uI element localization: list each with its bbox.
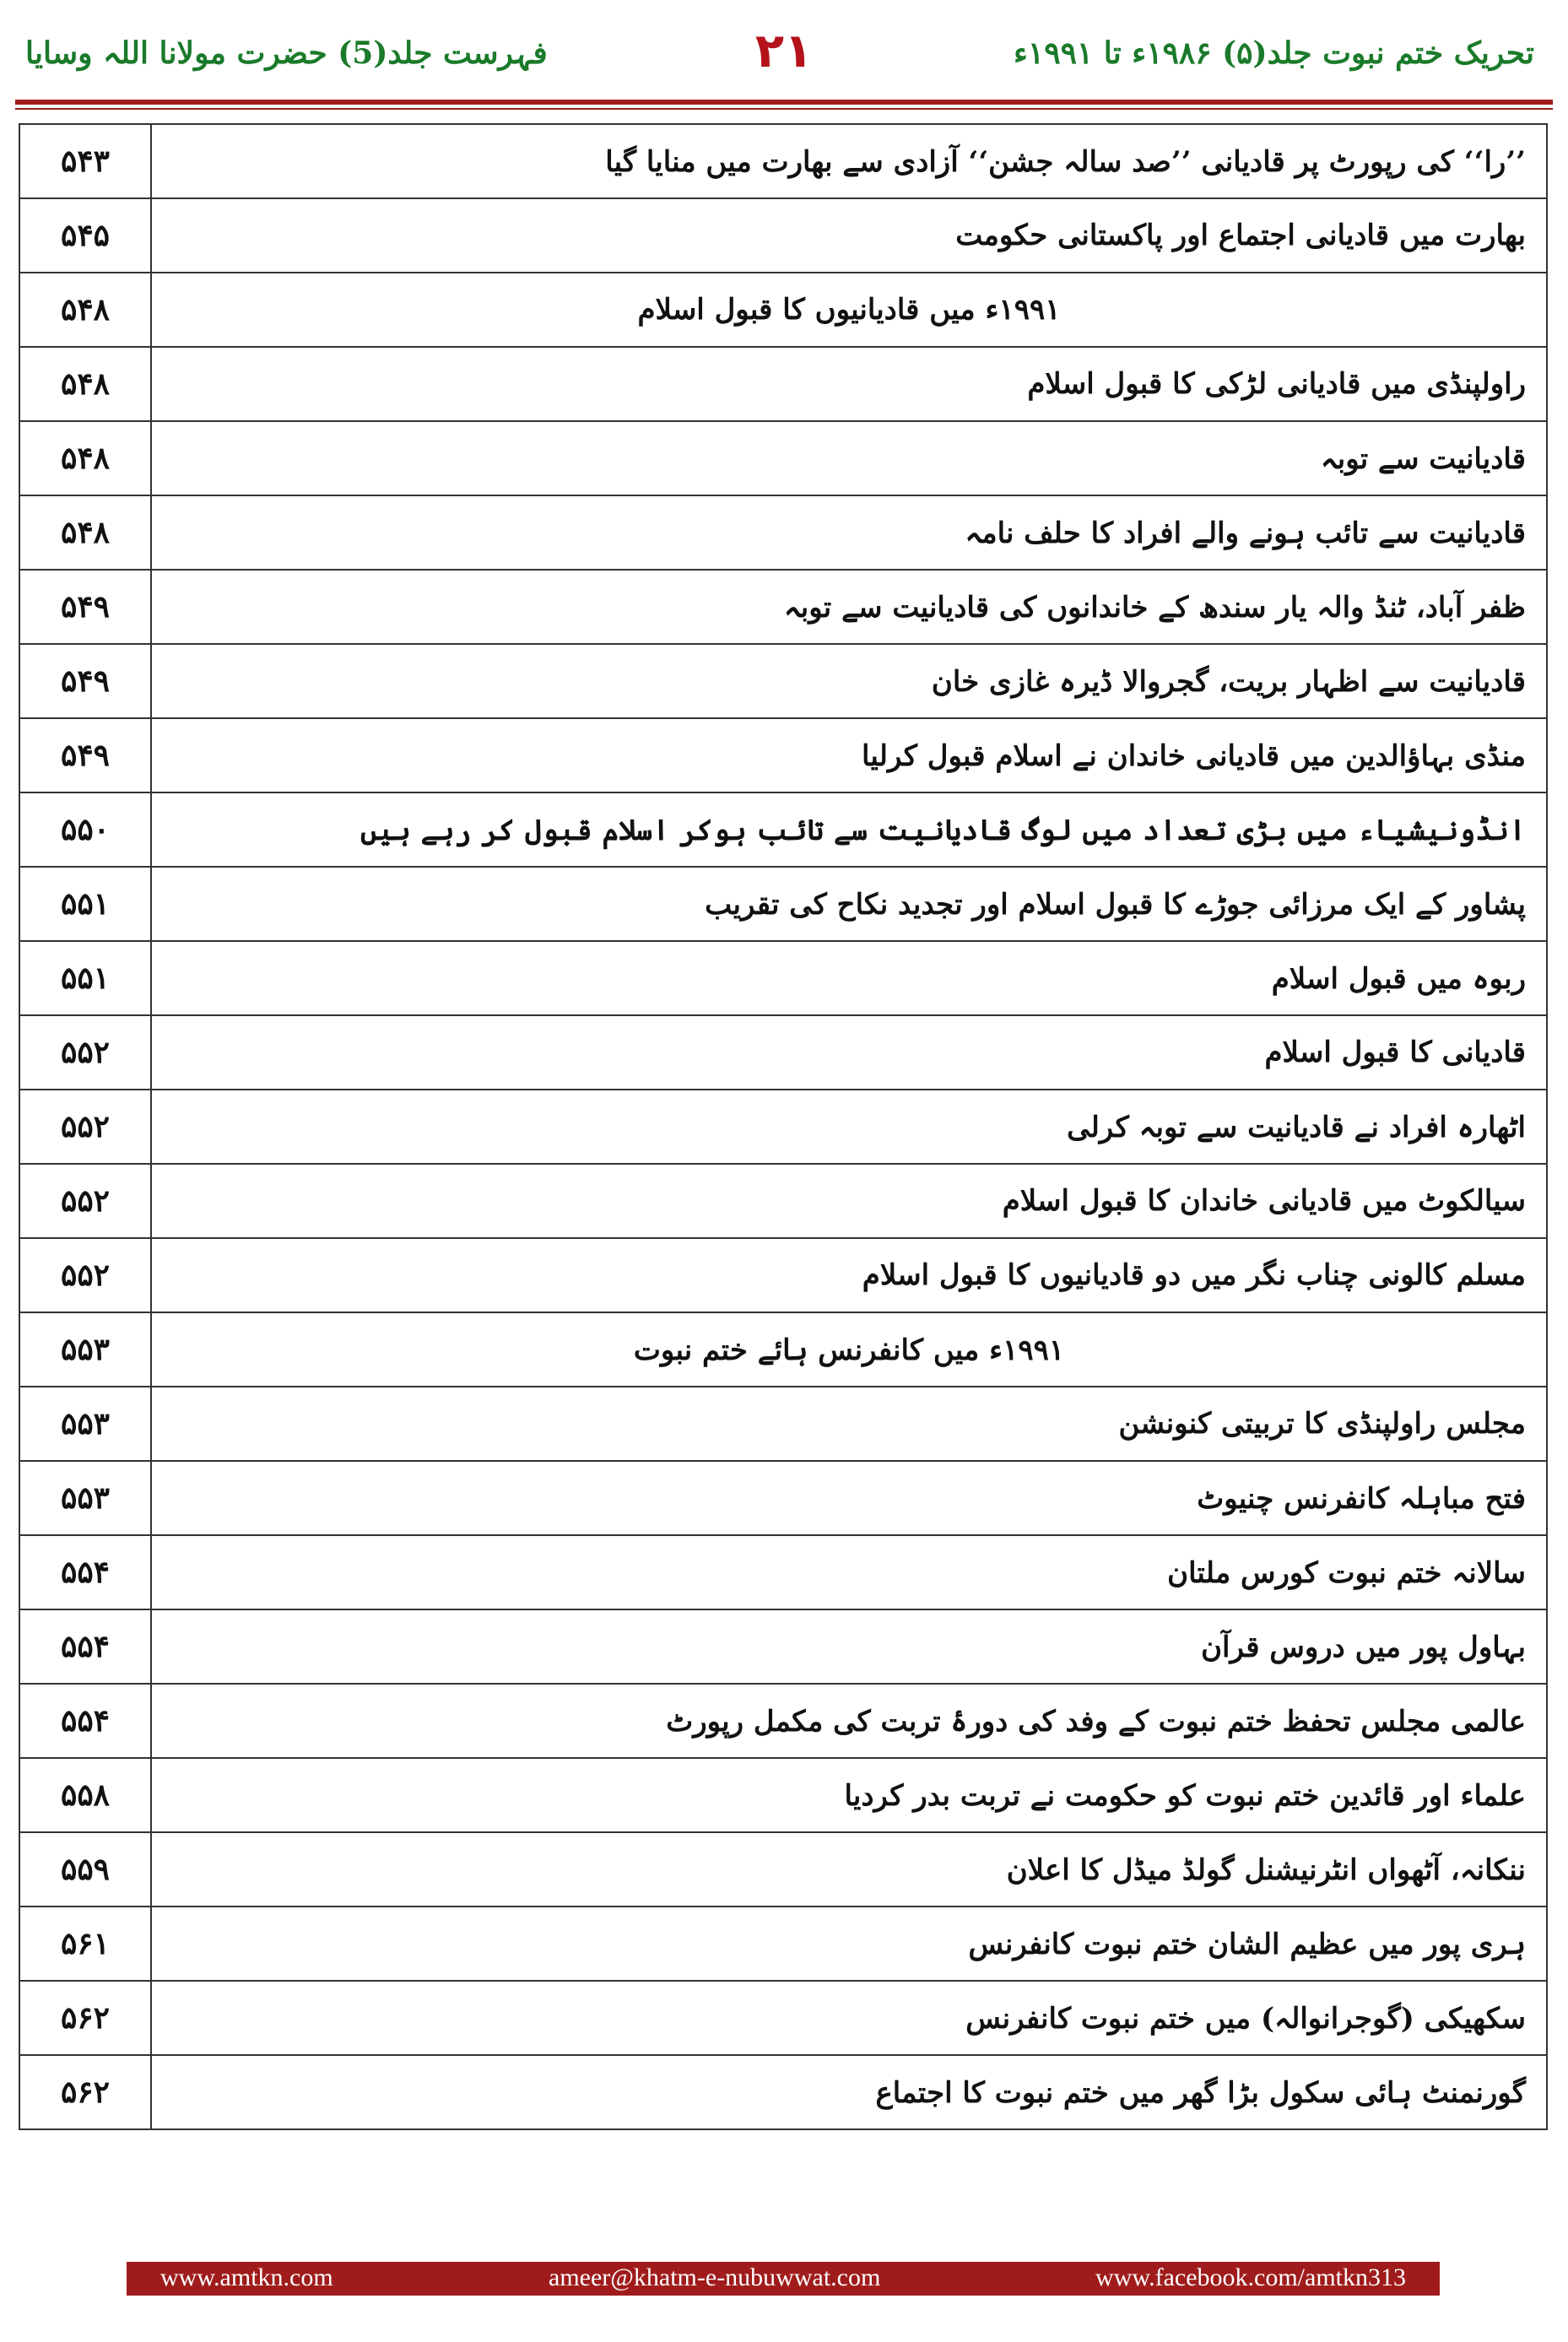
- toc-entry-title: گورنمنٹ ہائی سکول بڑا گھر میں ختم نبوت کا اجتماع: [151, 2055, 1547, 2129]
- toc-page-number: ۵۴۸: [19, 273, 151, 347]
- toc-entry-title: فتح مباہلہ کانفرنس چنیوٹ: [151, 1461, 1547, 1535]
- toc-row: [19, 1609, 1547, 1684]
- toc-page-number: ۵۴۸: [19, 347, 151, 421]
- toc-entry-title: ننکانہ، آٹھواں انٹرنیشنل گولڈ میڈل کا اعلان: [151, 1832, 1547, 1907]
- toc-row: [19, 1535, 1547, 1609]
- toc-entry-title: علماء اور قائدین ختم نبوت کو حکومت نے تربت بدر کردیا: [151, 1758, 1547, 1832]
- toc-entry-title: سیالکوٹ میں قادیانی خاندان کا قبول اسلام: [151, 1164, 1547, 1238]
- toc-entry-title: ظفر آباد، ٹنڈ والہ یار سندھ کے خاندانوں کی قادیانیت سے توبہ: [151, 570, 1547, 644]
- toc-page-number: ۵۵۲: [19, 1238, 151, 1312]
- toc-row: [19, 495, 1547, 570]
- toc-row: [19, 1015, 1547, 1090]
- toc-row: [19, 1758, 1547, 1832]
- toc-entry-title: اٹھارہ افراد نے قادیانیت سے توبہ کرلی: [151, 1090, 1547, 1164]
- toc-entry-title: راولپنڈی میں قادیانی لڑکی کا قبول اسلام: [151, 347, 1547, 421]
- toc-page-number: ۵۴۹: [19, 718, 151, 792]
- toc-row: [19, 1981, 1547, 2055]
- toc-row: [19, 2055, 1547, 2129]
- header-rule-thin: [15, 108, 1553, 110]
- header-rule-thick: [15, 100, 1553, 105]
- toc-entry-title: قادیانی کا قبول اسلام: [151, 1015, 1547, 1090]
- toc-entry-title: بہاول پور میں دروس قرآن: [151, 1609, 1547, 1684]
- toc-row: [19, 347, 1547, 421]
- header-page-number: ۲۱: [754, 24, 814, 78]
- toc-row: [19, 644, 1547, 718]
- toc-row: [19, 941, 1547, 1015]
- toc-entry-title: قادیانیت سے توبہ: [151, 421, 1547, 495]
- toc-page-number: ۵۵۴: [19, 1609, 151, 1684]
- toc-entry-title: مجلس راولپنڈی کا تربیتی کنونشن: [151, 1387, 1547, 1461]
- toc-page-number: ۵۵۲: [19, 1015, 151, 1090]
- page-footer: [127, 2262, 1440, 2296]
- toc-page-number: ۵۴۸: [19, 495, 151, 570]
- table-of-contents: [19, 123, 1548, 2130]
- toc-page-number: ۵۵۲: [19, 1090, 151, 1164]
- toc-page-number: ۵۶۱: [19, 1907, 151, 1981]
- toc-entry-title: ربوہ میں قبول اسلام: [151, 941, 1547, 1015]
- toc-entry-title: قادیانیت سے تائب ہونے والے افراد کا حلف نامہ: [151, 495, 1547, 570]
- toc-page-number: ۵۵۴: [19, 1684, 151, 1758]
- toc-page-number: ۵۵۴: [19, 1535, 151, 1609]
- toc-row: [19, 1461, 1547, 1535]
- toc-page-number: ۵۴۸: [19, 421, 151, 495]
- toc-row: [19, 1164, 1547, 1238]
- toc-row: [19, 1684, 1547, 1758]
- toc-row: [19, 792, 1547, 867]
- toc-page-number: ۵۶۲: [19, 1981, 151, 2055]
- toc-page-number: ۵۵۳: [19, 1461, 151, 1535]
- toc-page-number: ۵۵۳: [19, 1312, 151, 1387]
- header-book-title: تحریک ختم نبوت جلد(۵) ۱۹۸۶ء تا ۱۹۹۱ء: [1013, 35, 1534, 71]
- footer-email-link[interactable]: ameer@khatm-e-nubuwwat.com: [549, 2264, 881, 2291]
- toc-row: [19, 1907, 1547, 1981]
- toc-row: [19, 570, 1547, 644]
- toc-row: [19, 1387, 1547, 1461]
- toc-row: [19, 198, 1547, 273]
- toc-page-number: ۵۴۳: [19, 124, 151, 198]
- toc-entry-title: ہری پور میں عظیم الشان ختم نبوت کانفرنس: [151, 1907, 1547, 1981]
- toc-page-number: ۵۴۵: [19, 198, 151, 273]
- toc-page-number: ۵۶۲: [19, 2055, 151, 2129]
- toc-page-number: ۵۴۹: [19, 644, 151, 718]
- toc-entry-title: مسلم کالونی چناب نگر میں دو قادیانیوں کا قبول اسلام: [151, 1238, 1547, 1312]
- toc-section-heading: ۱۹۹۱ء میں کانفرنس ہائے ختم نبوت: [151, 1312, 1547, 1387]
- footer-website-link[interactable]: www.amtkn.com: [160, 2264, 333, 2291]
- toc-row: [19, 1238, 1547, 1312]
- toc-row: [19, 124, 1547, 198]
- toc-section-heading: ۱۹۹۱ء میں قادیانیوں کا قبول اسلام: [151, 273, 1547, 347]
- toc-section-heading-row: [19, 1312, 1547, 1387]
- toc-row: [19, 1090, 1547, 1164]
- page-header: [0, 0, 1568, 93]
- toc-row: [19, 718, 1547, 792]
- toc-row: [19, 867, 1547, 941]
- toc-entry-title: منڈی بہاؤالدین میں قادیانی خاندان نے اسلام قبول کرلیا: [151, 718, 1547, 792]
- toc-entry-title: عالمی مجلس تحفظ ختم نبوت کے وفد کی دورۂ تربت کی مکمل رپورٹ: [151, 1684, 1547, 1758]
- toc-page-number: ۵۵۱: [19, 941, 151, 1015]
- toc-section-heading-row: [19, 273, 1547, 347]
- toc-page-number: ۵۵۱: [19, 867, 151, 941]
- toc-page-number: ۵۵۰: [19, 792, 151, 867]
- toc-entry-title: انڈونیشیاء میں بڑی تعداد میں لوگ قادیانیت سے تائب ہوکر اسلام قبول کر رہے ہیں: [151, 792, 1547, 867]
- toc-page-number: ۵۴۹: [19, 570, 151, 644]
- toc-entry-title: ’’را‘‘ کی رپورٹ پر قادیانی ’’صد سالہ جشن‘‘ آزادی سے بھارت میں منایا گیا: [151, 124, 1547, 198]
- toc-row: [19, 1832, 1547, 1907]
- header-volume-index-title: فہرست جلد(5) حضرت مولانا اللہ وسایا: [25, 35, 548, 71]
- toc-entry-title: سالانہ ختم نبوت کورس ملتان: [151, 1535, 1547, 1609]
- toc-row: [19, 421, 1547, 495]
- toc-entry-title: سکھیکی (گوجرانوالہ) میں ختم نبوت کانفرنس: [151, 1981, 1547, 2055]
- toc-page-number: ۵۵۸: [19, 1758, 151, 1832]
- toc-page-number: ۵۵۹: [19, 1832, 151, 1907]
- toc-entry-title: قادیانیت سے اظہار بریت، گجروالا ڈیرہ غازی خان: [151, 644, 1547, 718]
- toc-entry-title: پشاور کے ایک مرزائی جوڑے کا قبول اسلام اور تجدید نکاح کی تقریب: [151, 867, 1547, 941]
- toc-entry-title: بھارت میں قادیانی اجتماع اور پاکستانی حکومت: [151, 198, 1547, 273]
- toc-page-number: ۵۵۳: [19, 1387, 151, 1461]
- footer-facebook-link[interactable]: www.facebook.com/amtkn313: [1095, 2264, 1406, 2291]
- toc-page-number: ۵۵۲: [19, 1164, 151, 1238]
